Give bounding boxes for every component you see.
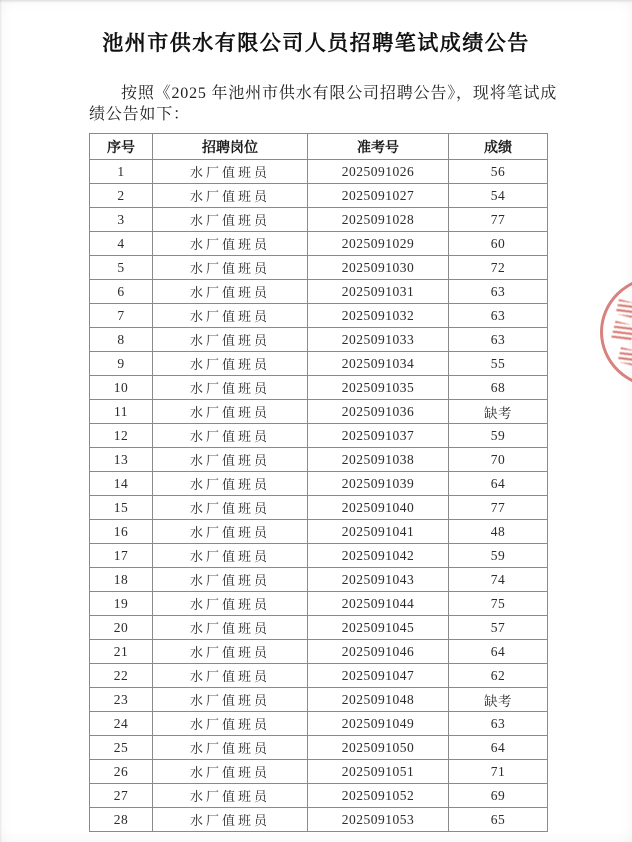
- cell-position: 水厂值班员: [153, 520, 308, 544]
- cell-exam-no: 2025091035: [308, 376, 449, 400]
- red-seal-stamp-icon: [600, 276, 632, 388]
- cell-score: 74: [449, 568, 548, 592]
- table-row: [90, 424, 548, 448]
- cell-position: 水厂值班员: [153, 712, 308, 736]
- cell-score: 缺考: [449, 400, 548, 424]
- cell-exam-no: 2025091026: [308, 160, 449, 184]
- cell-no: 16: [90, 520, 153, 544]
- table-row: [90, 784, 548, 808]
- cell-score: 60: [449, 232, 548, 256]
- cell-position: 水厂值班员: [153, 472, 308, 496]
- cell-position: 水厂值班员: [153, 304, 308, 328]
- cell-exam-no: 2025091045: [308, 616, 449, 640]
- stamp-glyph-strokes: [617, 347, 632, 366]
- table-row: [90, 544, 548, 568]
- column-header-exam-no: 准考号: [308, 134, 449, 160]
- cell-no: 5: [90, 256, 153, 280]
- cell-position: 水厂值班员: [153, 592, 308, 616]
- cell-no: 13: [90, 448, 153, 472]
- cell-exam-no: 2025091050: [308, 736, 449, 760]
- cell-no: 20: [90, 616, 153, 640]
- cell-exam-no: 2025091040: [308, 496, 449, 520]
- cell-score: 63: [449, 304, 548, 328]
- cell-score: 54: [449, 184, 548, 208]
- cell-exam-no: 2025091033: [308, 328, 449, 352]
- table-row: [90, 664, 548, 688]
- cell-score: 75: [449, 592, 548, 616]
- cell-score: 71: [449, 760, 548, 784]
- cell-position: 水厂值班员: [153, 160, 308, 184]
- cell-score: 72: [449, 256, 548, 280]
- cell-position: 水厂值班员: [153, 496, 308, 520]
- cell-no: 12: [90, 424, 153, 448]
- cell-score: 59: [449, 544, 548, 568]
- scan-edge-shading-left: [0, 0, 2, 842]
- cell-score: 64: [449, 472, 548, 496]
- cell-position: 水厂值班员: [153, 424, 308, 448]
- cell-exam-no: 2025091044: [308, 592, 449, 616]
- cell-score: 77: [449, 496, 548, 520]
- cell-score: 70: [449, 448, 548, 472]
- cell-no: 4: [90, 232, 153, 256]
- cell-no: 15: [90, 496, 153, 520]
- table-row: [90, 352, 548, 376]
- cell-position: 水厂值班员: [153, 400, 308, 424]
- cell-score: 64: [449, 736, 548, 760]
- cell-exam-no: 2025091043: [308, 568, 449, 592]
- stamp-glyph-strokes: [611, 321, 632, 343]
- cell-exam-no: 2025091046: [308, 640, 449, 664]
- cell-position: 水厂值班员: [153, 208, 308, 232]
- table-row: [90, 448, 548, 472]
- cell-no: 10: [90, 376, 153, 400]
- page-title: 池州市供水有限公司人员招聘笔试成绩公告: [102, 31, 530, 55]
- table-row: [90, 304, 548, 328]
- cell-position: 水厂值班员: [153, 256, 308, 280]
- table-row: [90, 256, 548, 280]
- table-row: [90, 160, 548, 184]
- table-row: [90, 184, 548, 208]
- cell-position: 水厂值班员: [153, 376, 308, 400]
- cell-no: 6: [90, 280, 153, 304]
- cell-score: 62: [449, 664, 548, 688]
- cell-position: 水厂值班员: [153, 232, 308, 256]
- table-row: [90, 328, 548, 352]
- cell-no: 1: [90, 160, 153, 184]
- cell-no: 24: [90, 712, 153, 736]
- stamp-glyph-strokes: [615, 299, 632, 318]
- cell-exam-no: 2025091028: [308, 208, 449, 232]
- cell-score: 48: [449, 520, 548, 544]
- cell-score: 63: [449, 280, 548, 304]
- intro-paragraph: 按照《2025 年池州市供水有限公司招聘公告》，现将笔试成绩公告如下：: [89, 85, 557, 123]
- cell-score: 缺考: [449, 688, 548, 712]
- cell-score: 55: [449, 352, 548, 376]
- score-table-body: [90, 160, 548, 832]
- cell-no: 2: [90, 184, 153, 208]
- table-row: [90, 400, 548, 424]
- cell-exam-no: 2025091051: [308, 760, 449, 784]
- cell-score: 63: [449, 328, 548, 352]
- cell-score: 69: [449, 784, 548, 808]
- cell-no: 25: [90, 736, 153, 760]
- cell-position: 水厂值班员: [153, 616, 308, 640]
- cell-no: 9: [90, 352, 153, 376]
- cell-position: 水厂值班员: [153, 544, 308, 568]
- cell-no: 21: [90, 640, 153, 664]
- table-row: [90, 712, 548, 736]
- cell-no: 8: [90, 328, 153, 352]
- score-table: [89, 133, 548, 832]
- cell-position: 水厂值班员: [153, 280, 308, 304]
- cell-exam-no: 2025091041: [308, 520, 449, 544]
- table-row: [90, 688, 548, 712]
- cell-position: 水厂值班员: [153, 328, 308, 352]
- table-row: [90, 616, 548, 640]
- table-row: [90, 520, 548, 544]
- cell-score: 68: [449, 376, 548, 400]
- cell-no: 14: [90, 472, 153, 496]
- cell-exam-no: 2025091037: [308, 424, 449, 448]
- table-row: [90, 808, 548, 832]
- cell-score: 64: [449, 640, 548, 664]
- cell-exam-no: 2025091042: [308, 544, 449, 568]
- cell-no: 26: [90, 760, 153, 784]
- cell-exam-no: 2025091030: [308, 256, 449, 280]
- cell-exam-no: 2025091031: [308, 280, 449, 304]
- cell-no: 27: [90, 784, 153, 808]
- column-header-position: 招聘岗位: [153, 134, 308, 160]
- table-row: [90, 736, 548, 760]
- cell-score: 57: [449, 616, 548, 640]
- table-header-row: [90, 134, 548, 160]
- cell-exam-no: 2025091052: [308, 784, 449, 808]
- cell-exam-no: 2025091034: [308, 352, 449, 376]
- cell-position: 水厂值班员: [153, 784, 308, 808]
- cell-no: 7: [90, 304, 153, 328]
- cell-position: 水厂值班员: [153, 184, 308, 208]
- table-row: [90, 376, 548, 400]
- cell-no: 17: [90, 544, 153, 568]
- cell-no: 11: [90, 400, 153, 424]
- column-header-no: 序号: [90, 134, 153, 160]
- cell-no: 23: [90, 688, 153, 712]
- cell-exam-no: 2025091048: [308, 688, 449, 712]
- cell-exam-no: 2025091032: [308, 304, 449, 328]
- cell-exam-no: 2025091029: [308, 232, 449, 256]
- table-row: [90, 640, 548, 664]
- cell-score: 65: [449, 808, 548, 832]
- table-row: [90, 496, 548, 520]
- column-header-score: 成绩: [449, 134, 548, 160]
- cell-score: 56: [449, 160, 548, 184]
- scan-edge-shading-top: [0, 0, 632, 3]
- table-row: [90, 760, 548, 784]
- table-row: [90, 232, 548, 256]
- cell-exam-no: 2025091047: [308, 664, 449, 688]
- cell-exam-no: 2025091038: [308, 448, 449, 472]
- cell-no: 19: [90, 592, 153, 616]
- cell-exam-no: 2025091053: [308, 808, 449, 832]
- cell-position: 水厂值班员: [153, 448, 308, 472]
- cell-exam-no: 2025091036: [308, 400, 449, 424]
- cell-position: 水厂值班员: [153, 688, 308, 712]
- cell-position: 水厂值班员: [153, 808, 308, 832]
- table-row: [90, 592, 548, 616]
- cell-position: 水厂值班员: [153, 760, 308, 784]
- cell-exam-no: 2025091027: [308, 184, 449, 208]
- table-row: [90, 472, 548, 496]
- table-row: [90, 280, 548, 304]
- cell-exam-no: 2025091039: [308, 472, 449, 496]
- cell-no: 18: [90, 568, 153, 592]
- cell-score: 63: [449, 712, 548, 736]
- cell-position: 水厂值班员: [153, 664, 308, 688]
- cell-score: 77: [449, 208, 548, 232]
- table-row: [90, 568, 548, 592]
- table-row: [90, 208, 548, 232]
- cell-position: 水厂值班员: [153, 736, 308, 760]
- cell-position: 水厂值班员: [153, 352, 308, 376]
- cell-no: 28: [90, 808, 153, 832]
- cell-position: 水厂值班员: [153, 640, 308, 664]
- cell-score: 59: [449, 424, 548, 448]
- cell-no: 22: [90, 664, 153, 688]
- cell-no: 3: [90, 208, 153, 232]
- cell-exam-no: 2025091049: [308, 712, 449, 736]
- cell-position: 水厂值班员: [153, 568, 308, 592]
